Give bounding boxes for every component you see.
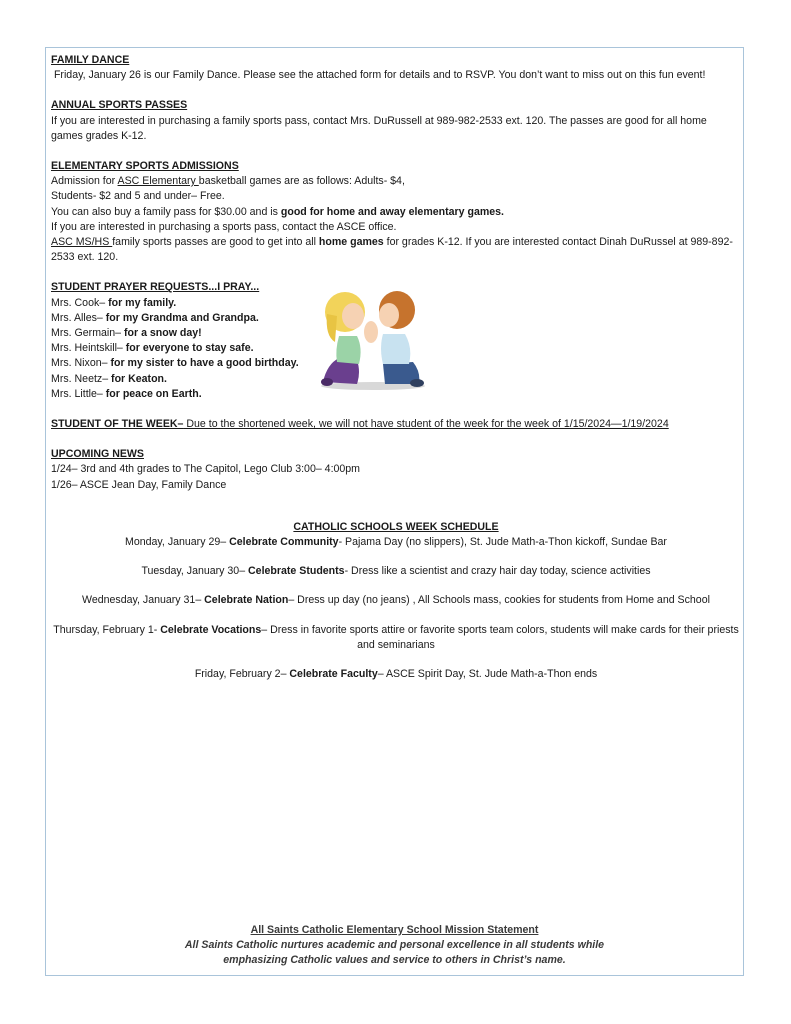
schedule-detail: – Dress up day (no jeans) , All Schools mass, cookies for students from Home and School: [288, 594, 710, 607]
schedule-day: Thursday, February 1-: [53, 623, 161, 636]
student-week-heading: STUDENT OF THE WEEK–: [51, 418, 184, 431]
student-week-section: [51, 417, 741, 432]
admissions-l1-b: basketball games are as follows: Adults- $4,: [198, 175, 405, 188]
schedule-detail: - Pajama Day (no slippers), St. Jude Math-a-Thon kickoff, Sundae Bar: [338, 536, 667, 549]
admissions-l3-bold: good for home and away elementary games.: [280, 205, 504, 218]
mission-statement: [45, 923, 744, 969]
schedule-item: [51, 623, 741, 653]
schedule-theme: Celebrate Faculty: [289, 668, 378, 681]
sports-passes-text: If you are interested in purchasing a family sports pass, contact Mrs. DuRussell at 989-982-2533 ext. 120. The passes are good for all home games grades K-12.: [51, 114, 707, 142]
admissions-line-5: [51, 235, 741, 265]
sports-passes-section: [51, 98, 741, 144]
admissions-l5-c: for grades K-12. If you are interested contact Dinah DuRussel at 989-892-2533 ext. 120.: [51, 236, 733, 264]
admissions-l3-a: You can also buy a family pass for $30.00 and is: [51, 205, 281, 218]
family-dance-section: [51, 53, 741, 83]
prayer-text: for Keaton.: [111, 372, 167, 385]
prayer-text: for my sister to have a good birthday.: [110, 357, 299, 370]
admissions-line-3: [51, 205, 741, 220]
prayer-section: [51, 280, 741, 402]
upcoming-item: 1/26– ASCE Jean Day, Family Dance: [51, 478, 227, 491]
schedule-item: [51, 593, 741, 608]
admissions-l5-underline: ASC MS/HS: [51, 236, 113, 249]
schedule-item: [51, 535, 741, 550]
schedule-theme: Celebrate Community: [229, 536, 339, 549]
schedule-theme: Celebrate Students: [248, 565, 345, 578]
prayer-text: for my Grandma and Grandpa.: [105, 311, 259, 324]
admissions-line-2: Students- $2 and 5 and under– Free.: [51, 190, 225, 203]
mission-line-2: emphasizing Catholic values and service to others in Christ’s name.: [223, 954, 566, 967]
admissions-l5-bold: home games: [318, 236, 384, 249]
admissions-l1-underline: ASC Elementary: [117, 175, 199, 188]
admissions-heading: ELEMENTARY SPORTS ADMISSIONS: [51, 160, 239, 173]
family-dance-heading: FAMILY DANCE: [51, 54, 130, 66]
prayer-name: Mrs. Neetz–: [51, 372, 112, 385]
schedule-theme: Celebrate Vocations: [160, 623, 262, 636]
admissions-line-1: [51, 174, 741, 189]
admissions-l1-a: Admission for: [51, 175, 118, 188]
praying-children-illustration: [317, 286, 429, 392]
sports-passes-heading: ANNUAL SPORTS PASSES: [51, 99, 188, 112]
prayer-text: for everyone to stay safe.: [125, 342, 254, 355]
schedule-day: Friday, February 2–: [194, 668, 290, 681]
schedule-item: [51, 667, 741, 682]
upcoming-section: [51, 447, 741, 493]
schedule-theme: Celebrate Nation: [204, 594, 289, 607]
newsletter-content: [51, 53, 741, 696]
prayer-text: for a snow day!: [124, 327, 202, 340]
schedule-detail: – ASCE Spirit Day, St. Jude Math-a-Thon ends: [377, 668, 598, 681]
prayer-name: Mrs. Cook–: [51, 296, 109, 309]
mission-line-1: All Saints Catholic nurtures academic and personal excellence in all students while: [184, 939, 605, 952]
schedule-day: Wednesday, January 31–: [82, 594, 205, 607]
prayer-text: for my family.: [108, 296, 177, 309]
prayer-name: Mrs. Nixon–: [51, 357, 111, 370]
admissions-line-4: If you are interested in purchasing a sports pass, contact the ASCE office.: [51, 220, 397, 233]
prayer-name: Mrs. Little–: [51, 387, 106, 400]
schedule-day: Monday, January 29–: [125, 536, 230, 549]
prayer-name: Mrs. Germain–: [51, 327, 124, 340]
mission-heading: All Saints Catholic Elementary School Mission Statement: [250, 924, 539, 936]
prayer-text: for peace on Earth.: [105, 387, 202, 400]
family-dance-body: Friday, January 26 is our Family Dance. Please see the attached form for details and to RSVP. You don’t want to miss out on this fun event!: [53, 69, 706, 82]
family-dance-text: [51, 68, 741, 83]
schedule-section: [51, 520, 741, 682]
schedule-day: Tuesday, January 30–: [141, 565, 249, 578]
schedule-detail: – Dress in favorite sports attire or favorite sports team colors, students will make cards for their priests and seminarians: [261, 623, 739, 651]
schedule-heading: CATHOLIC SCHOOLS WEEK SCHEDULE: [293, 520, 499, 533]
prayer-heading: STUDENT PRAYER REQUESTS...I PRAY...: [51, 281, 260, 294]
schedule-item: [51, 564, 741, 579]
upcoming-item: 1/24– 3rd and 4th grades to The Capitol, Lego Club 3:00– 4:00pm: [51, 463, 361, 476]
student-week-text: [51, 417, 741, 432]
admissions-section: [51, 159, 741, 265]
prayer-name: Mrs. Alles–: [51, 311, 106, 324]
prayer-name: Mrs. Heintskill–: [51, 342, 126, 355]
admissions-l5-a: family sports passes are good to get into all: [112, 236, 319, 249]
upcoming-heading: UPCOMING NEWS: [51, 448, 144, 461]
schedule-detail: - Dress like a scientist and crazy hair day today, science activities: [344, 565, 651, 578]
student-week-body: Due to the shortened week, we will not have student of the week for the week of 1/15/2024—1/19/2024: [183, 418, 669, 431]
